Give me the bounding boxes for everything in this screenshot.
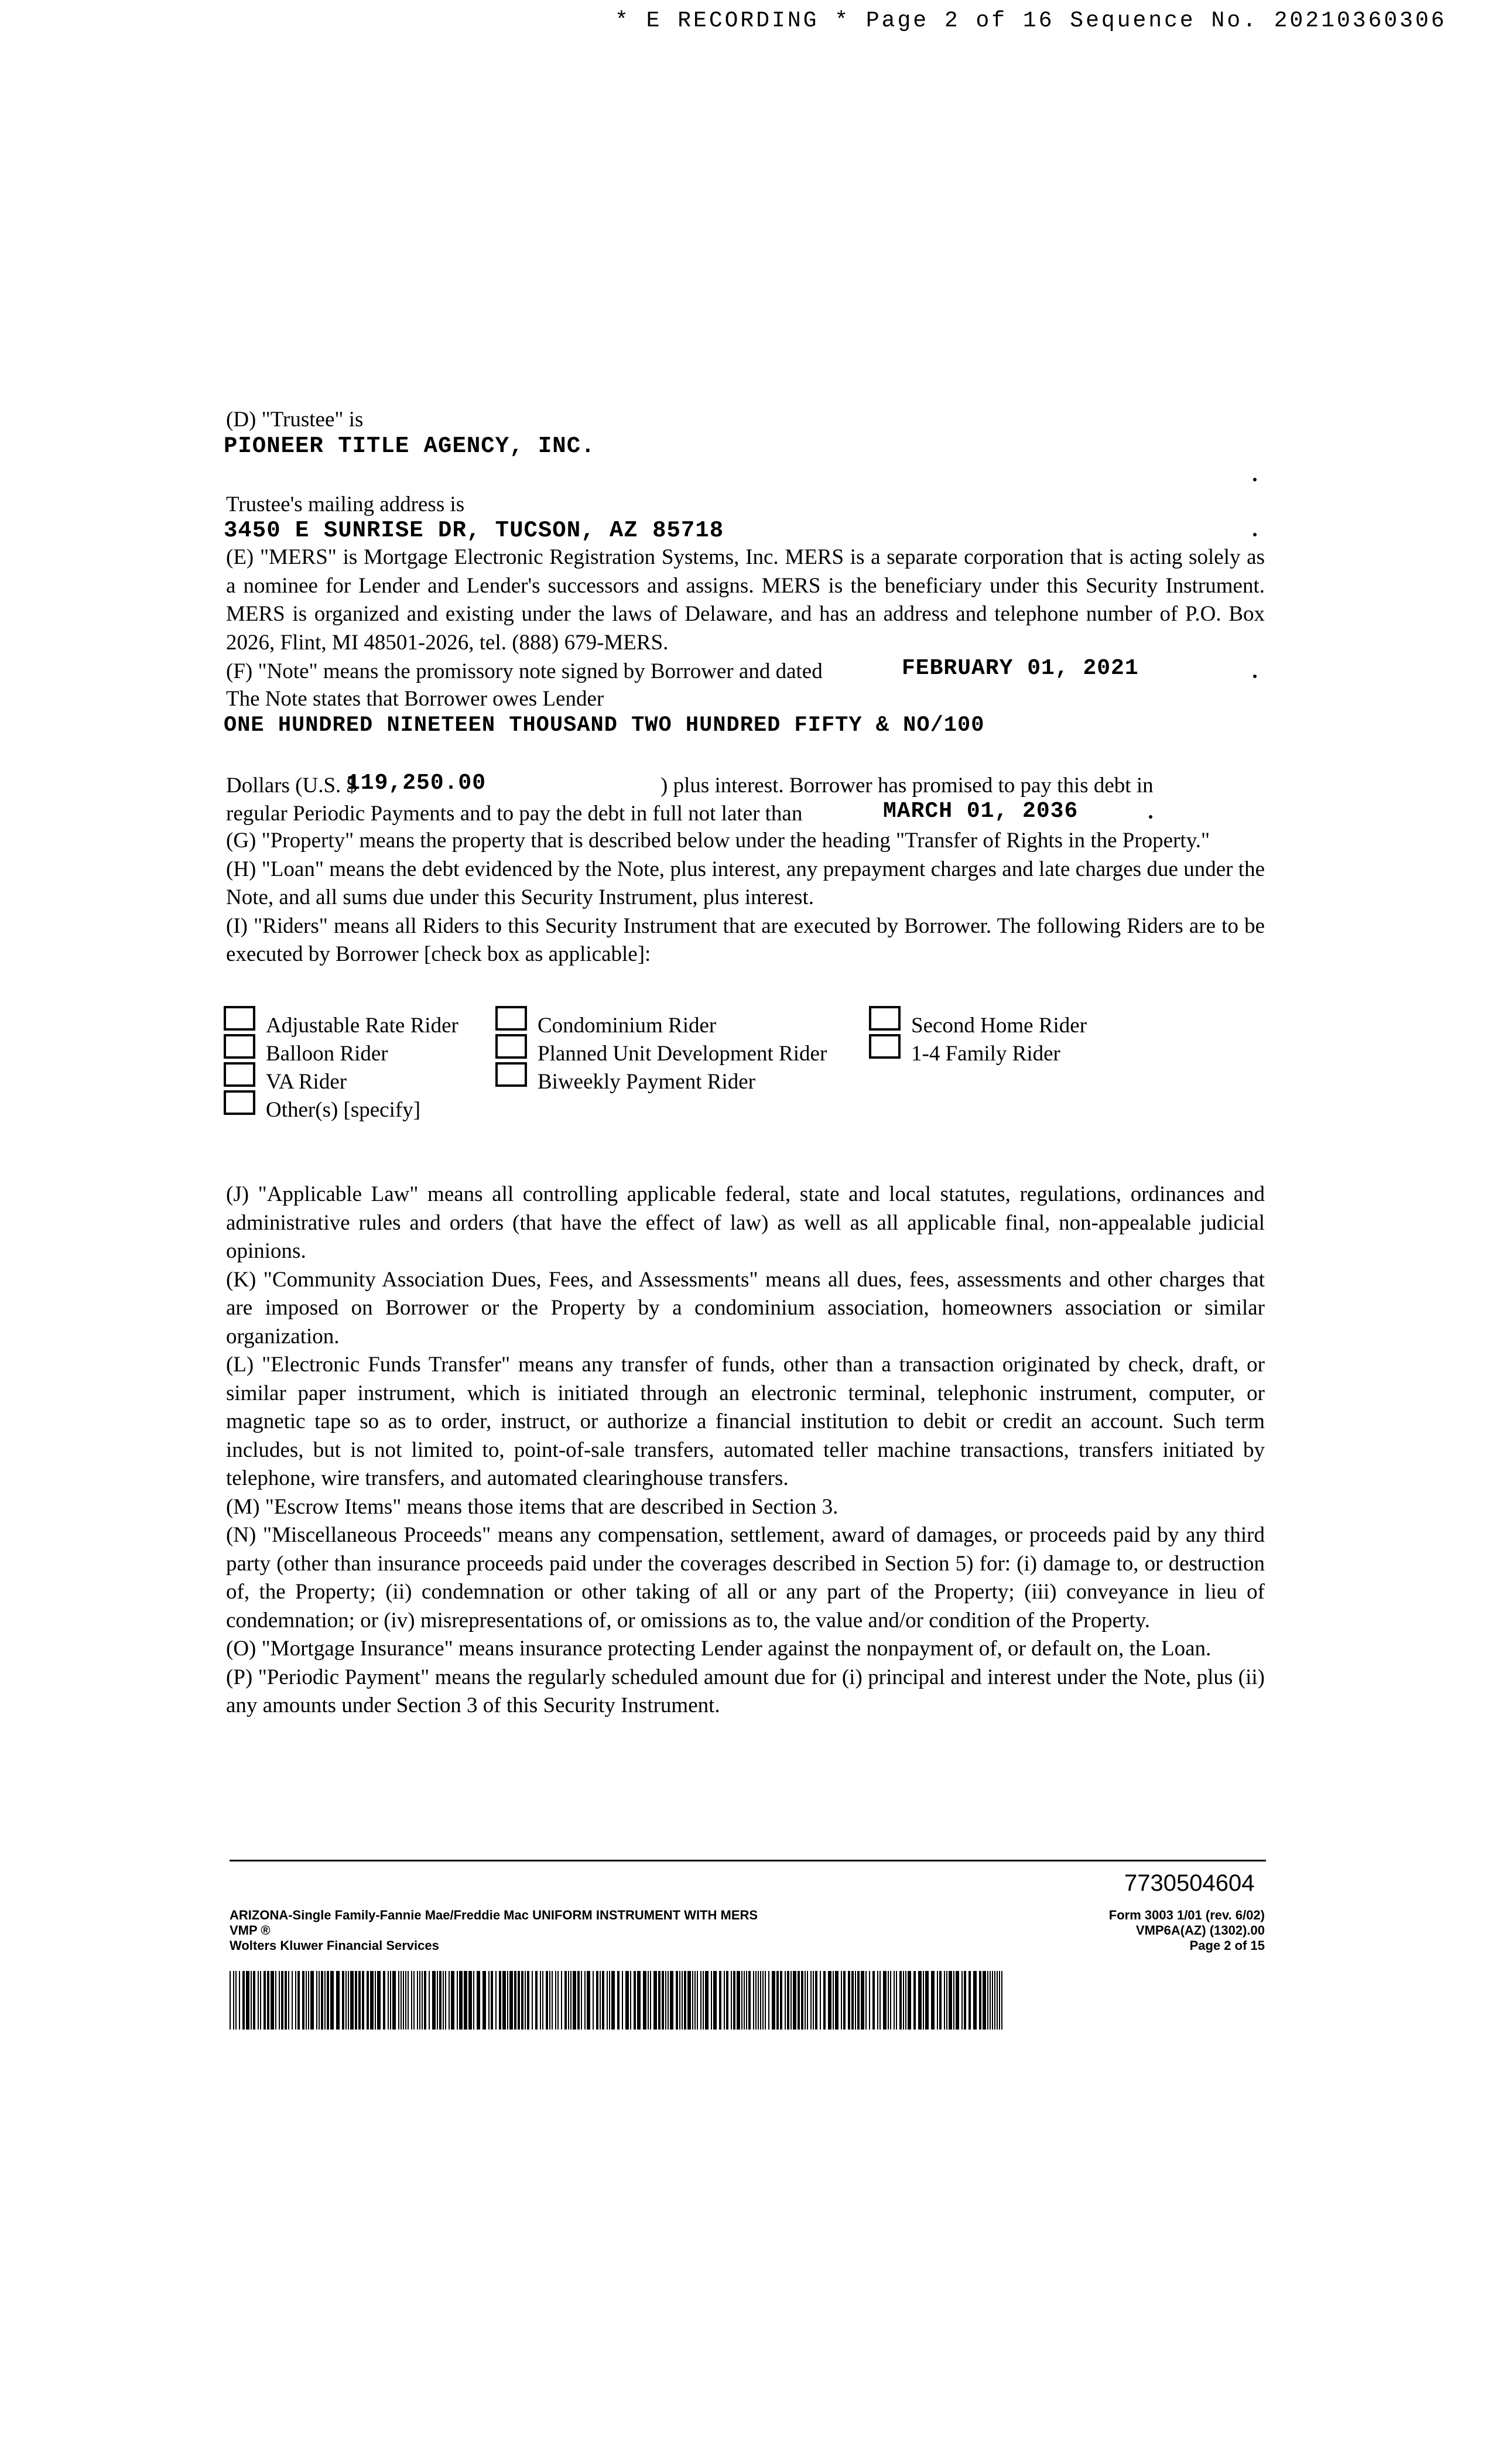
bullet-dot <box>1149 815 1152 819</box>
misc-proceeds-paragraph: (N) "Miscellaneous Proceeds" means any compensation, settlement, award of damages, or proceeds paid by any third party (other than insurance proceeds paid under the coverages described in Section 5) for: (i) damage to, or destruction of, the Property; (ii) condemnation or other taking of all or any part of the Property; (iii) conveyance in lieu of condemnation; or (iv) misrepresentations of, or omissions as to, the value and/or condition of the Property. <box>226 1523 1265 1633</box>
definitions-j-p <box>226 1180 1265 1720</box>
trustee-mailing-label: Trustee's mailing address is <box>226 492 465 516</box>
periodic-payment-paragraph: (P) "Periodic Payment" means the regularly scheduled amount due for (i) principal and interest under the Note, plus (ii) any amounts under Section 3 of this Security Instrument. <box>226 1665 1265 1717</box>
escrow-paragraph: (M) "Escrow Items" means those items that are described in Section 3. <box>226 1494 839 1519</box>
bullet-dot <box>1253 533 1257 536</box>
publisher: Wolters Kluwer Financial Services <box>230 1938 439 1953</box>
biweekly-checkbox[interactable] <box>495 1062 527 1087</box>
loan-number: 7730504604 <box>1124 1870 1255 1896</box>
vmp-mark: VMP ® <box>230 1923 271 1938</box>
note-text: (F) "Note" means the promissory note signed by Borrower and dated <box>226 659 823 683</box>
mers-paragraph: (E) "MERS" is Mortgage Electronic Registration Systems, Inc. MERS is a separate corporation that is acting solely as a nominee for Lender and Lender's successors and assigns. MERS is the beneficiary under this Security Instrument. MERS is organized and existing under the laws of Delaware, and has an address and telephone number of P.O. Box 2026, Flint, MI 48501-2026, tel. (888) 679-MERS. <box>226 545 1265 655</box>
other-label: Other(s) [specify] <box>266 1098 421 1122</box>
family-label: 1-4 Family Rider <box>911 1042 1060 1066</box>
balloon-checkbox[interactable] <box>224 1034 255 1059</box>
mortgage-insurance-paragraph: (O) "Mortgage Insurance" means insurance protecting Lender against the nonpayment of, or default on, the Loan. <box>226 1637 1211 1661</box>
balloon-label: Balloon Rider <box>266 1042 388 1066</box>
footer-page-number: Page 2 of 15 <box>1189 1938 1265 1953</box>
form-number: Form 3003 1/01 (rev. 6/02) <box>1108 1908 1265 1922</box>
adjustable-rate-checkbox[interactable] <box>224 1006 255 1031</box>
dollars-prefix: Dollars (U.S. $ <box>226 774 358 798</box>
other-checkbox[interactable] <box>224 1090 255 1115</box>
va-checkbox[interactable] <box>224 1062 255 1087</box>
va-label: VA Rider <box>266 1070 347 1094</box>
second-home-label: Second Home Rider <box>911 1014 1087 1038</box>
property-paragraph: (G) "Property" means the property that is described below under the heading "Transfer of Rights in the Property." <box>226 829 1210 853</box>
pud-checkbox[interactable] <box>495 1034 527 1059</box>
trustee-address: 3450 E SUNRISE DR, TUCSON, AZ 85718 <box>224 518 724 543</box>
adjustable-rate-label: Adjustable Rate Rider <box>266 1014 458 1038</box>
note-date: FEBRUARY 01, 2021 <box>902 656 1139 681</box>
pud-label: Planned Unit Development Rider <box>538 1042 827 1066</box>
amount-in-words: ONE HUNDRED NINETEEN THOUSAND TWO HUNDRED FIFTY & NO/100 <box>224 713 985 738</box>
loan-amount: 119,250.00 <box>347 771 487 796</box>
applicable-law-paragraph: (J) "Applicable Law" means all controlling applicable federal, state and local statutes, regulations, ordinances and administrative rules and orders (that have the effect of law) as well as all applicable final, non-appealable judicial opinions. <box>226 1182 1265 1263</box>
vmp-code: VMP6A(AZ) (1302).00 <box>1135 1923 1265 1938</box>
loan-paragraph: (H) "Loan" means the debt evidenced by the Note, plus interest, any prepayment charges and late charges due under the Note, and all sums due under this Security Instrument, plus interest. <box>226 857 1265 909</box>
condominium-label: Condominium Rider <box>538 1014 717 1038</box>
trustee-name: PIONEER TITLE AGENCY, INC. <box>224 433 596 459</box>
community-paragraph: (K) "Community Association Dues, Fees, and Assessments" means all dues, fees, assessments and other charges that are imposed on Borrower or the Property by a condominium association, homeowners association or similar organization. <box>226 1267 1265 1349</box>
condominium-checkbox[interactable] <box>495 1006 527 1031</box>
riders-paragraph: (I) "Riders" means all Riders to this Security Instrument that are executed by Borrower. The following Riders are to be executed by Borrower [check box as applicable]: <box>226 913 1265 966</box>
family-checkbox[interactable] <box>869 1034 901 1059</box>
footer-rule <box>230 1860 1266 1861</box>
recording-header: * E RECORDING * Page 2 of 16 Sequence No. 20210360306 <box>615 8 1447 33</box>
eft-paragraph: (L) "Electronic Funds Transfer" means any transfer of funds, other than a transaction originated by check, draft, or similar paper instrument, which is initiated through an electronic terminal, telephonic instrument, computer, or magnetic tape so as to order, instruct, or authorize a financial institution to debit or credit an account. Such term includes, but is not limited to, point-of-sale transfers, automated teller machine transactions, transfers initiated by telephone, wire transfers, and automated clearinghouse transfers. <box>226 1353 1265 1490</box>
note-owes-text: The Note states that Borrower owes Lender <box>226 687 604 711</box>
payments-text: regular Periodic Payments and to pay the debt in full not later than <box>226 802 803 826</box>
biweekly-label: Biweekly Payment Rider <box>538 1070 755 1094</box>
trustee-heading: (D) "Trustee" is <box>226 408 364 432</box>
definitions-g-i <box>226 827 1265 969</box>
maturity-date: MARCH 01, 2036 <box>883 799 1079 824</box>
form-title: ARIZONA-Single Family-Fannie Mae/Freddie Mac UNIFORM INSTRUMENT WITH MERS <box>230 1908 758 1922</box>
bullet-dot <box>1253 675 1257 678</box>
dollars-suffix: ) plus interest. Borrower has promised to pay this debt in <box>660 774 1154 798</box>
barcode <box>230 1971 1005 2030</box>
bullet-dot <box>1253 478 1257 481</box>
second-home-checkbox[interactable] <box>869 1006 901 1031</box>
